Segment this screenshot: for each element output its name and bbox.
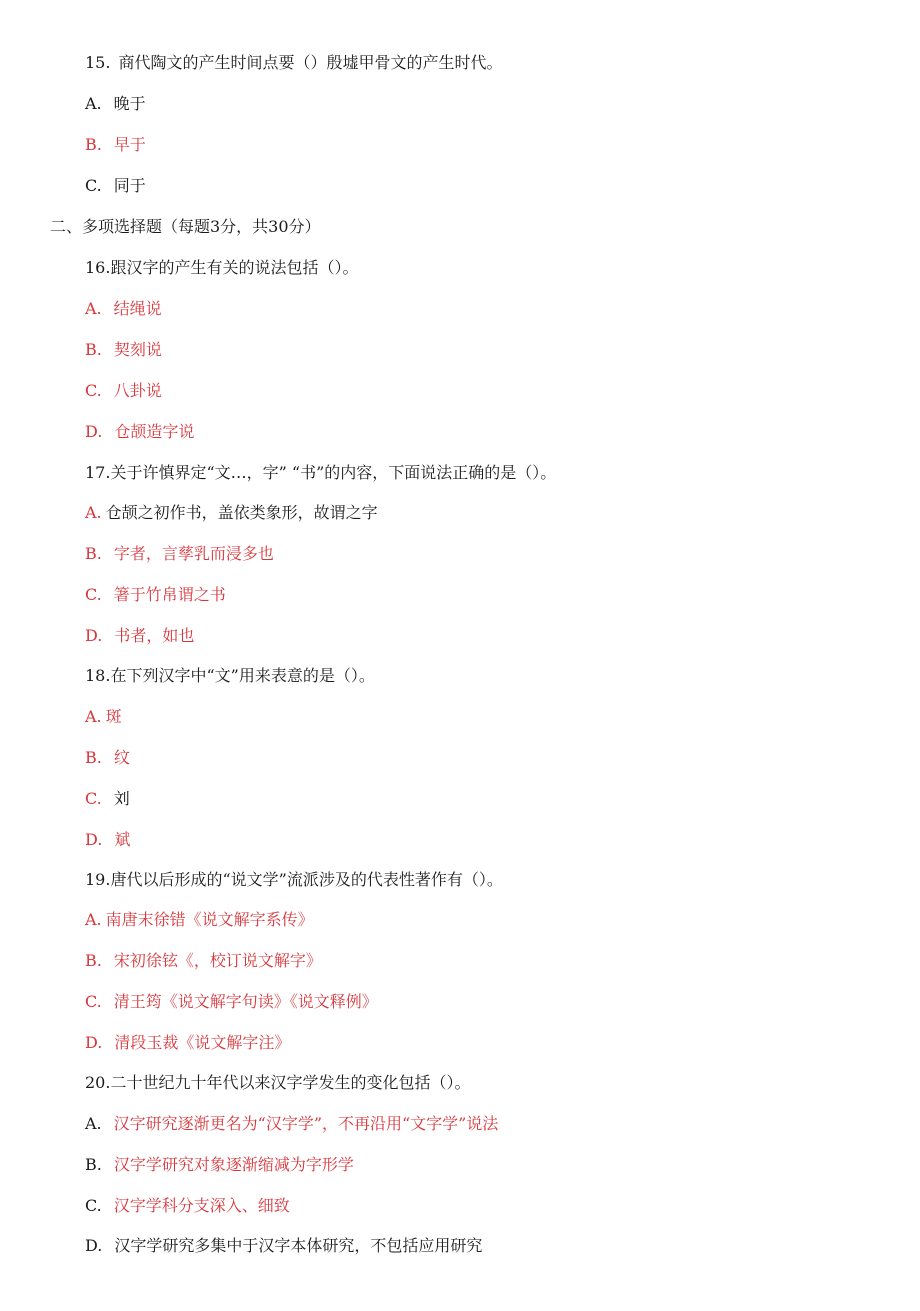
option-label: A.: [85, 299, 102, 318]
option-label: D.: [85, 422, 103, 441]
question-20: [85, 1072, 470, 1094]
option-label: B.: [85, 748, 102, 767]
option-label: D.: [85, 830, 103, 849]
option-label: A.: [85, 910, 102, 929]
option-label: C.: [85, 789, 102, 808]
option-label: B.: [85, 135, 102, 154]
option-text: 晚于: [113, 94, 146, 113]
option-text: 汉字学研究多集中于汉字本体研究，不包括应用研究: [114, 1236, 483, 1255]
option-text: 契刻说: [113, 340, 162, 359]
option-label: B.: [85, 544, 102, 563]
question-text: 二十世纪九十年代以来汉字学发生的变化包括（）。: [110, 1073, 471, 1092]
option-text: 字者，言孳乳而浸多也: [113, 544, 274, 563]
option-text: 刘: [113, 789, 130, 808]
q17-option-c: [85, 584, 226, 606]
q15-option-c: [85, 175, 146, 197]
option-text: 宋初徐铉《，校订说文解字》: [113, 951, 322, 970]
question-number: 17.: [85, 463, 111, 482]
option-label: B.: [85, 1155, 102, 1174]
q16-option-a: [85, 298, 162, 320]
q16-option-c: [85, 380, 162, 402]
option-label: D.: [85, 1236, 103, 1255]
question-number: 16.: [85, 258, 111, 277]
question-text: 唐代以后形成的“说文学”流派涉及的代表性著作有（）。: [110, 870, 503, 889]
question-number: 19.: [85, 870, 111, 889]
q19-option-b: [85, 950, 322, 972]
q17-option-b: [85, 543, 274, 565]
q15-option-a: [85, 93, 146, 115]
option-label: C.: [85, 992, 102, 1011]
option-text: 南唐末徐错《说文解字系传》: [105, 910, 314, 929]
option-label: C.: [85, 381, 102, 400]
option-text: 箸于竹帛谓之书: [113, 585, 226, 604]
option-text: 结绳说: [113, 299, 162, 318]
question-16: [85, 257, 358, 279]
question-15: [85, 52, 502, 74]
q20-option-c: [85, 1195, 290, 1217]
option-text: 斑: [105, 707, 122, 726]
question-text: 在下列汉字中“文”用来表意的是（）。: [110, 666, 375, 685]
option-label: C.: [85, 176, 102, 195]
option-label: B.: [85, 340, 102, 359]
q19-option-a: [85, 909, 314, 931]
section-heading: 二、多项选择题（每题3分，共30分）: [50, 217, 321, 236]
option-text: 汉字研究逐渐更名为“汉字学”，不再沿用“文字学”说法: [113, 1114, 499, 1133]
option-label: C.: [85, 585, 102, 604]
question-number: 20.: [85, 1073, 111, 1092]
question-text: 商代陶文的产生时间点要（）殷墟甲骨文的产生时代。: [118, 53, 503, 72]
q17-option-d: [85, 625, 194, 647]
option-label: A.: [85, 1114, 102, 1133]
option-text: 仓颉之初作书，盖依类象形，故谓之字: [105, 503, 378, 522]
question-number: 15.: [85, 53, 111, 72]
option-text: 仓颉造字说: [114, 422, 195, 441]
q20-option-b: [85, 1154, 354, 1176]
q18-option-b: [85, 747, 130, 769]
question-18: [85, 665, 375, 687]
q16-option-b: [85, 339, 162, 361]
option-label: B.: [85, 951, 102, 970]
option-label: A.: [85, 707, 102, 726]
option-text: 斌: [114, 830, 131, 849]
option-label: D.: [85, 1033, 103, 1052]
option-text: 书者，如也: [114, 626, 195, 645]
option-text: 八卦说: [113, 381, 162, 400]
q16-option-d: [85, 421, 194, 443]
q17-option-a: [85, 502, 378, 524]
option-label: A.: [85, 503, 102, 522]
option-text: 同于: [113, 176, 146, 195]
question-17: [85, 462, 556, 484]
question-text: 关于许慎界定“文…，字” “书”的内容，下面说法正确的是（）。: [110, 463, 557, 482]
q19-option-d: [85, 1032, 290, 1054]
q20-option-d: [85, 1235, 482, 1257]
question-number: 18.: [85, 666, 111, 685]
option-label: A.: [85, 94, 102, 113]
q19-option-c: [85, 991, 378, 1013]
option-text: 汉字学研究对象逐渐缩减为字形学: [113, 1155, 354, 1174]
q18-option-c: [85, 788, 130, 810]
question-19: [85, 869, 503, 891]
q20-option-a: [85, 1113, 498, 1135]
q18-option-d: [85, 829, 130, 851]
q15-option-b: [85, 134, 146, 156]
option-text: 清王筠《说文解字句读》《说文释例》: [113, 992, 378, 1011]
option-text: 清段玉裁《说文解字注》: [114, 1033, 291, 1052]
q18-option-a: [85, 706, 122, 728]
question-text: 跟汉字的产生有关的说法包括（）。: [110, 258, 359, 277]
option-label: C.: [85, 1196, 102, 1215]
option-label: D.: [85, 626, 103, 645]
option-text: 纹: [113, 748, 130, 767]
option-text: 早于: [113, 135, 146, 154]
option-text: 汉字学科分支深入、细致: [113, 1196, 290, 1215]
